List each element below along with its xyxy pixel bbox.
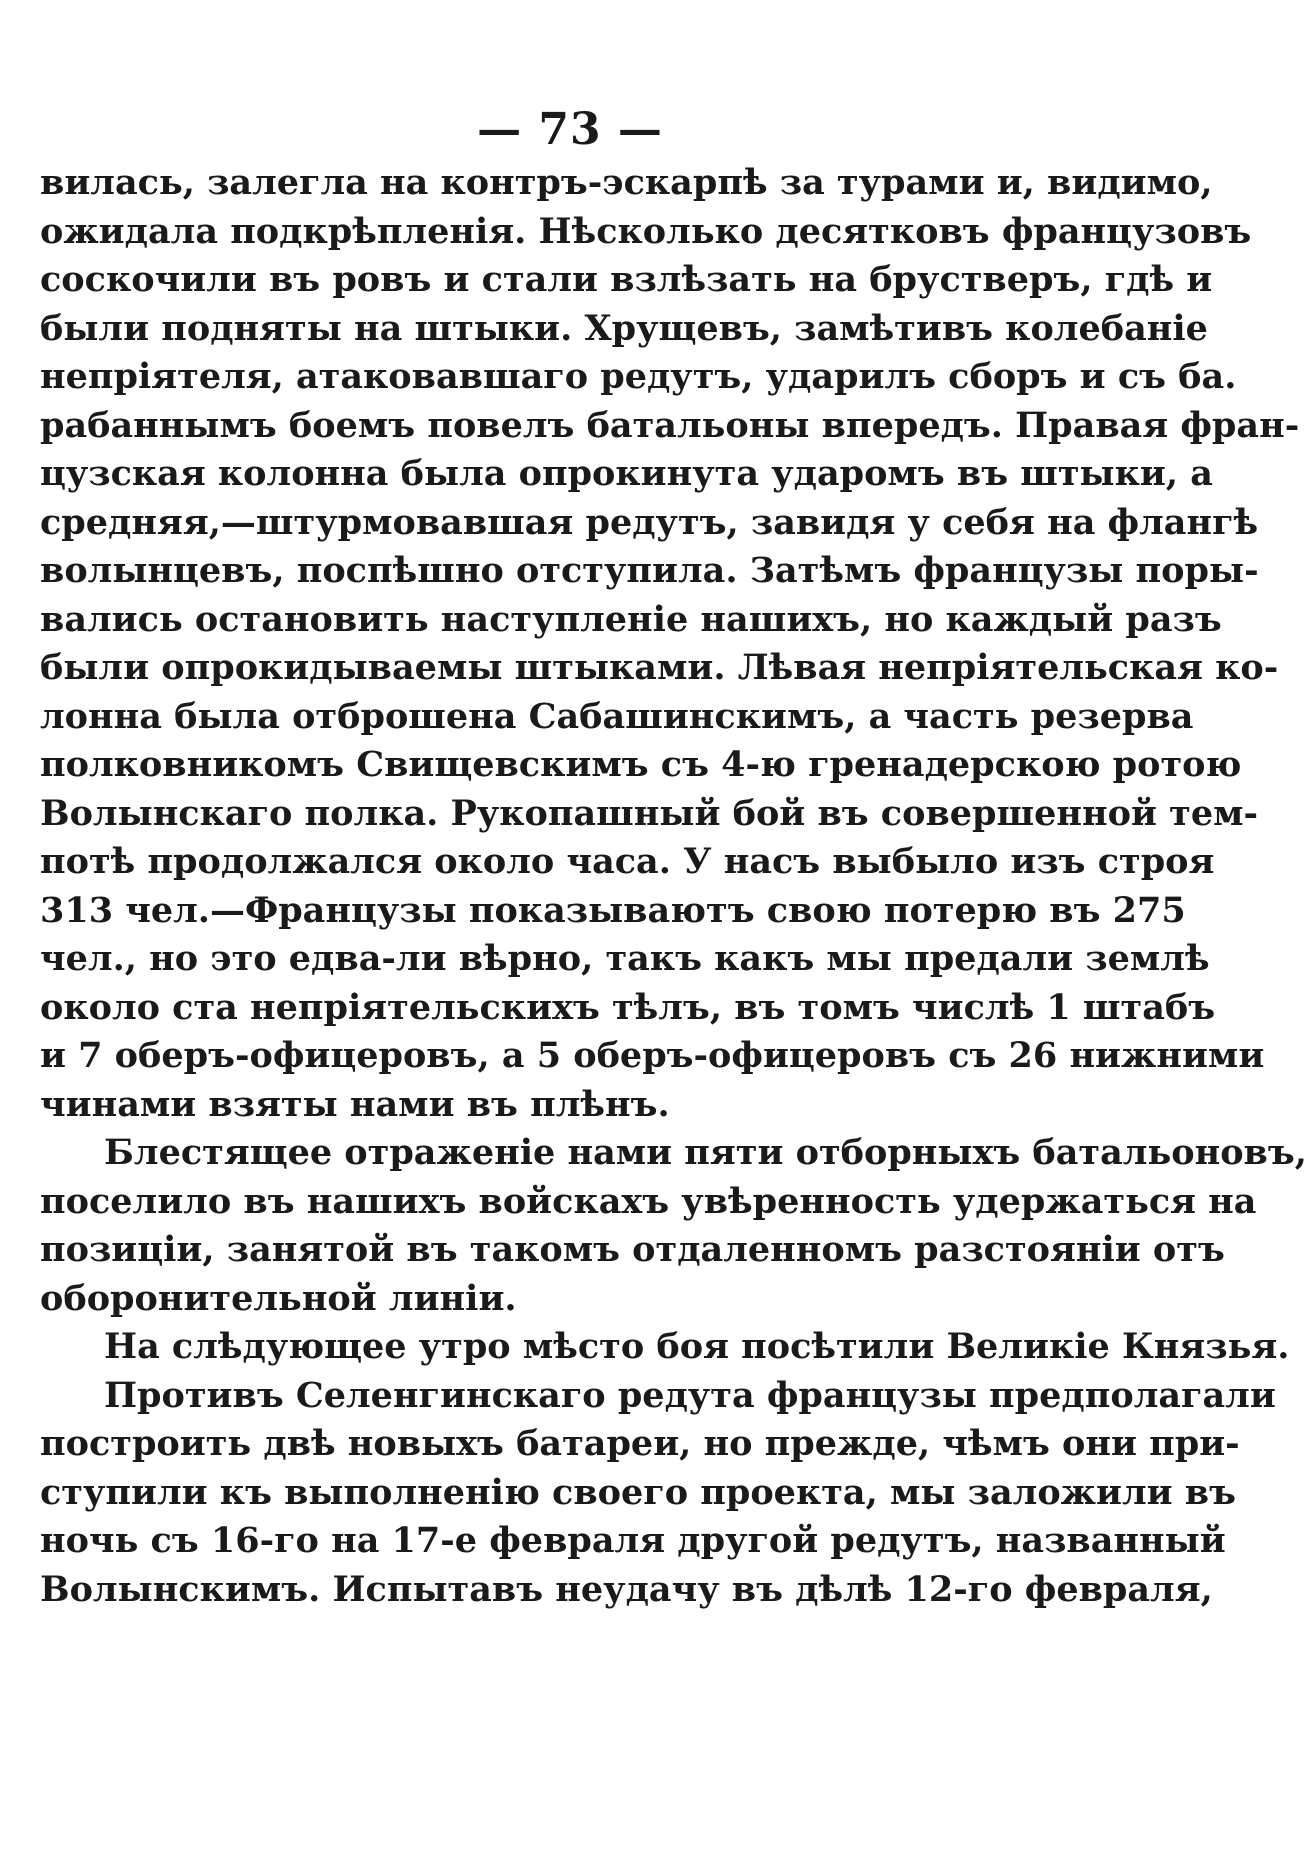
text-line: вались остановить наступленіе нашихъ, но каждый разъ <box>40 598 1222 640</box>
text-line: около ста непріятельскихъ тѣлъ, въ томъ числѣ 1 штабъ <box>40 986 1216 1028</box>
text-line: оборонительной линіи. <box>40 1277 517 1319</box>
text-line: были подняты на штыки. Хрущевъ, замѣтивъ колебаніе <box>40 307 1208 349</box>
text-line: позиціи, занятой въ такомъ отдаленномъ разстояніи отъ <box>40 1229 1225 1270</box>
text-line: лонна была отброшена Сабашинскимъ, а часть резерва <box>40 695 1194 737</box>
text-line: На слѣдующее утро мѣсто боя посѣтили Великіе Князья. <box>104 1326 1290 1367</box>
text-line: ступили къ выполненію своего проекта, мы заложили въ <box>40 1471 1236 1513</box>
text-line: поселило въ нашихъ войскахъ увѣренность удержаться на <box>40 1180 1257 1222</box>
text-line: чел., но это едва-ли вѣрно, такъ какъ мы предали землѣ <box>40 938 1210 979</box>
text-line: Волынскимъ. Испытавъ неудачу въ дѣлѣ 12-го февраля, <box>40 1568 1213 1610</box>
text-line: цузская колонна была опрокинута ударомъ въ штыки, а <box>40 453 1213 494</box>
text-line: Противъ Селенгинскаго редута французы предполагали <box>104 1374 1276 1416</box>
text-line: непріятеля, атаковавшаго редутъ, ударилъ сборъ и съ ба. <box>40 356 1237 397</box>
text-line: и 7 оберъ-офицеровъ, а 5 оберъ-офицеровъ съ 26 нижними <box>40 1035 1265 1076</box>
text-line: соскочили въ ровъ и стали взлѣзать на брустверъ, гдѣ и <box>40 259 1213 300</box>
text-line: средняя,—штурмовавшая редутъ, завидя у себя на флангѣ <box>40 501 1259 543</box>
text-line: Волынскаго полка. Рукопашный бой въ совершенной тем- <box>40 792 1259 834</box>
text-line: вилась, залегла на контръ-эскарпѣ за турами и, видимо, <box>40 162 1213 203</box>
text-line: рабаннымъ боемъ повелъ батальоны впередъ. Правая фран- <box>40 404 1300 446</box>
text-line: Блестящее отраженіе нами пяти отборныхъ батальоновъ, <box>104 1132 1307 1173</box>
text-line: ожидала подкрѣпленія. Нѣсколько десятковъ французовъ <box>40 210 1252 252</box>
text-line: чинами взяты нами въ плѣнъ. <box>40 1083 670 1125</box>
text-line: полковникомъ Свищевскимъ съ 4-ю гренадерскою ротою <box>40 744 1242 785</box>
text-line: построить двѣ новыхъ батареи, но прежде, чѣмъ они при- <box>40 1423 1240 1464</box>
text-line: 313 чел.—Французы показываютъ свою потерю въ 275 <box>40 889 1186 931</box>
text-line: ночь съ 16-го на 17-е февраля другой редутъ, названный <box>40 1520 1226 1561</box>
page-number: — 73 — <box>477 104 663 155</box>
text-line: волынцевъ, поспѣшно отступила. Затѣмъ французы поры- <box>40 550 1259 591</box>
text-line: потѣ продолжался около часа. У насъ выбыло изъ строя <box>40 841 1215 882</box>
text-line: были опрокидываемы штыками. Лѣвая непріятельская ко- <box>40 647 1279 688</box>
